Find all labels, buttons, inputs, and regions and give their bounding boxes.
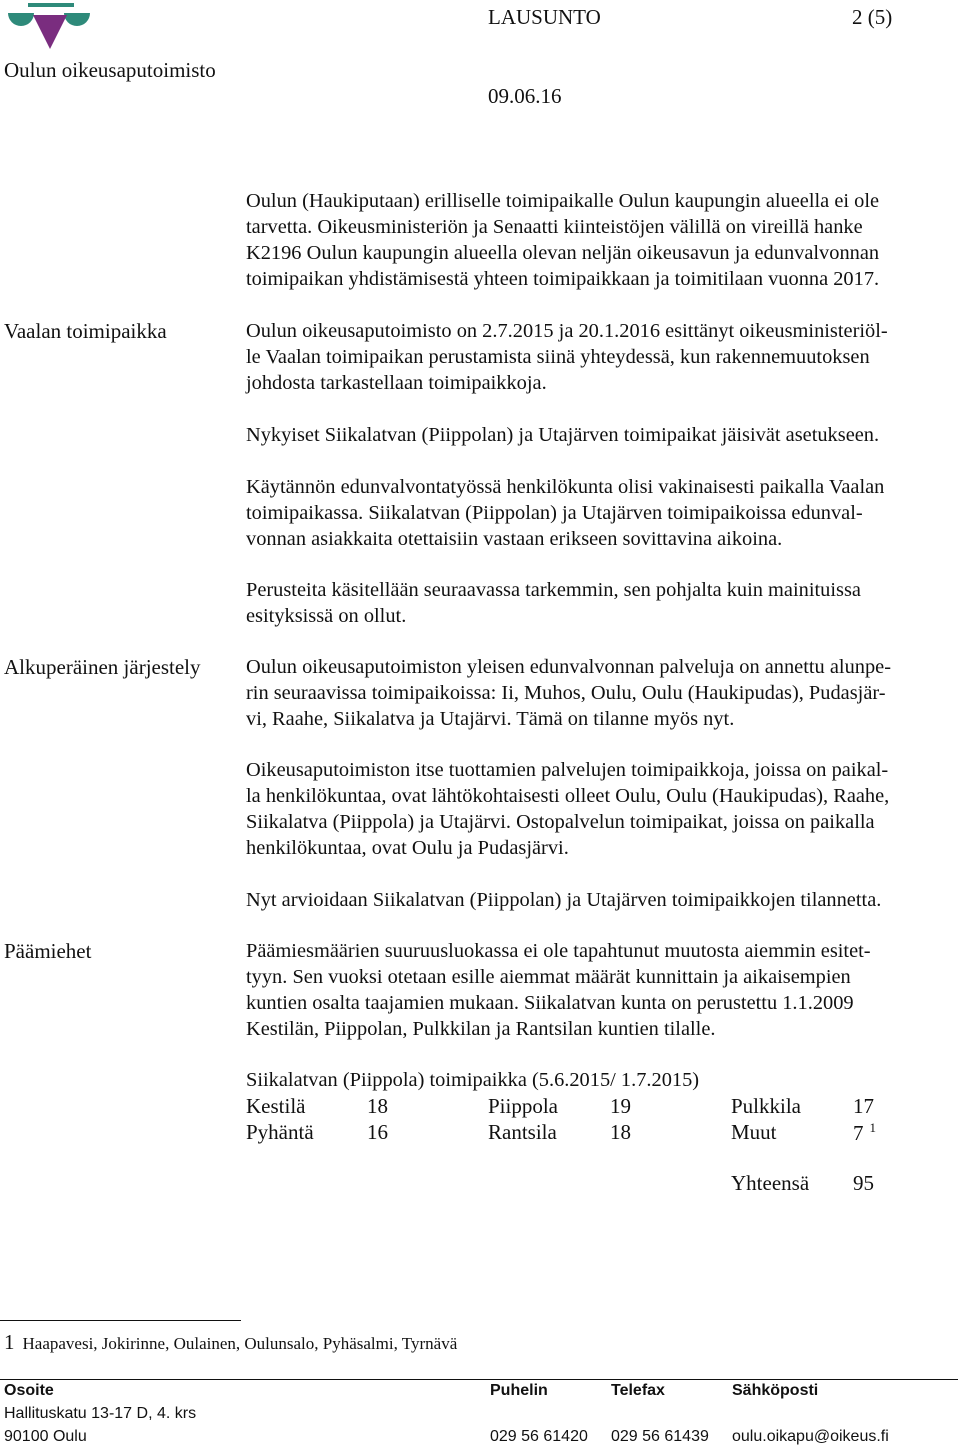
text-line: toimipaikan yhdistämisestä yhteen toimipaikkaan ja toimitilaan vuonna 2017.	[246, 268, 880, 290]
text-line: toimipaikassa. Siikalatvan (Piippolan) ja Utajärven toimipaikoissa edunval-	[246, 502, 863, 524]
text-line: tarvetta. Oikeusministeriön ja Senaatti kiinteistöjen välillä on vireillä hanke	[246, 216, 863, 238]
table-cell-name: Piippola	[488, 1094, 559, 1118]
table-cell-name: Pulkkila	[731, 1094, 802, 1118]
footer-address-line2: 90100 Oulu	[4, 1428, 87, 1445]
document-type: LAUSUNTO	[488, 5, 601, 29]
vaala-paragraph-1	[246, 318, 958, 396]
text-line: Nykyiset Siikalatvan (Piippolan) ja Utajärven toimipaikat jäisivät asetukseen.	[246, 424, 880, 446]
table-cell-value: 19	[610, 1094, 631, 1118]
intro-paragraph	[246, 188, 958, 292]
text-line: la henkilökuntaa, ovat lähtökohtaisesti olleet Oulu, Oulu (Haukipudas), Raahe,	[246, 785, 890, 807]
vaala-paragraph-4	[246, 577, 958, 629]
original-paragraph-2	[246, 757, 958, 861]
text-line: vonnan asiakkaita otettaisiin vastaan erikseen sovittavina aikoina.	[246, 528, 783, 550]
text-line: rin seuraavissa toimipaikoissa: Ii, Muhos, Oulu, Oulu (Haukipudas), Pudasjär-	[246, 682, 886, 704]
footer-email-label: Sähköposti	[732, 1382, 819, 1399]
table-title	[246, 1067, 958, 1093]
text-line: K2196 Oulun kaupungin alueella olevan neljän oikeusavun ja edunvalvonnan	[246, 242, 880, 264]
footer-email[interactable]: oulu.oikapu@oikeus.fi	[732, 1428, 889, 1445]
page-number: 2 (5)	[852, 5, 893, 29]
section-label-clients: Päämiehet	[4, 939, 92, 963]
text-line: kuntien osalta taajamien mukaan. Siikalatvan kunta on perustettu 1.1.2009	[246, 992, 854, 1014]
text-line: vi, Raahe, Siikalatva ja Utajärvi. Tämä on tilanne myös nyt.	[246, 708, 735, 730]
text-line: Oulun oikeusaputoimiston yleisen edunvalvonnan palveluja on annettu alunpe-	[246, 656, 891, 678]
text-line: johdosta tarkastellaan toimipaikkoja.	[246, 372, 547, 394]
footnote	[4, 1330, 457, 1355]
table-cell-name: Rantsila	[488, 1120, 557, 1144]
section-label-vaala: Vaalan toimipaikka	[4, 319, 167, 343]
footer-fax-label: Telefax	[611, 1382, 665, 1399]
footer-phone: 029 56 61420	[490, 1428, 588, 1445]
original-paragraph-1	[246, 654, 958, 732]
text-line: le Vaalan toimipaikan perustamista siinä yhteydessä, kun rakennemuutoksen	[246, 346, 870, 368]
total-value: 95	[853, 1171, 874, 1195]
text-line: Nyt arvioidaan Siikalatvan (Piippolan) ja Utajärven toimipaikkojen tilannetta.	[246, 889, 882, 911]
footnote-divider	[0, 1320, 241, 1321]
total-label: Yhteensä	[731, 1171, 810, 1195]
text-line: tyyn. Sen vuoksi otetaan esille aiemmat määrät kunnittain ja aikaisempien	[246, 966, 851, 988]
text-line: Siikalatvan (Piippola) toimipaikka (5.6.2015/ 1.7.2015)	[246, 1069, 700, 1091]
table-cell-value: 18	[367, 1094, 388, 1118]
table-cell-value: 18	[610, 1120, 631, 1144]
table-cell-value	[853, 1120, 876, 1146]
footer-fax: 029 56 61439	[611, 1428, 709, 1445]
table-cell-value: 17	[853, 1094, 874, 1118]
footnote-text: Haapavesi, Jokirinne, Oulainen, Oulunsalo, Pyhäsalmi, Tyrnävä	[22, 1334, 458, 1353]
footer-address-line1: Hallituskatu 13-17 D, 4. krs	[4, 1405, 197, 1422]
footer-address-label: Osoite	[4, 1382, 54, 1399]
text-line: henkilökuntaa, ovat Oulu ja Pudasjärvi.	[246, 837, 569, 859]
text-line: Oulun oikeusaputoimisto on 2.7.2015 ja 20.1.2016 esittänyt oikeusministeriöl-	[246, 320, 888, 342]
table-cell-name: Muut	[731, 1120, 777, 1144]
table-cell-name: Pyhäntä	[246, 1120, 314, 1144]
organization-name: Oulun oikeusaputoimisto	[4, 58, 216, 82]
vaala-paragraph-2	[246, 422, 958, 448]
footnote-reference: 1	[869, 1120, 876, 1135]
table-cell-name: Kestilä	[246, 1094, 306, 1118]
text-line: Oikeusaputoimiston itse tuottamien palvelujen toimipaikkoja, joissa on paikal-	[246, 759, 889, 781]
text-line: Siikalatva (Piippola) ja Utajärvi. Ostopalvelun toimipaikat, joissa on paikalla	[246, 811, 875, 833]
text-line: Käytännön edunvalvontatyössä henkilökunta olisi vakinaisesti paikalla Vaalan	[246, 476, 885, 498]
section-label-original: Alkuperäinen järjestely	[4, 655, 201, 679]
original-paragraph-3	[246, 887, 958, 913]
table-cell-value: 16	[367, 1120, 388, 1144]
footer-phone-label: Puhelin	[490, 1382, 548, 1399]
footnote-number: 1	[4, 1330, 15, 1354]
text-line: Kestilän, Piippolan, Pulkkilan ja Rantsilan kuntien tilalle.	[246, 1018, 716, 1040]
scales-logo-icon	[6, 2, 94, 52]
vaala-paragraph-3	[246, 474, 958, 552]
text-line: Perusteita käsitellään seuraavassa tarkemmin, sen pohjalta kuin mainituissa	[246, 579, 861, 601]
muut-value: 7	[853, 1121, 864, 1145]
text-line: esityksissä on ollut.	[246, 605, 407, 627]
text-line: Oulun (Haukiputaan) erilliselle toimipaikalle Oulun kaupungin alueella ei ole	[246, 190, 880, 212]
clients-paragraph-1	[246, 938, 958, 1042]
document-date: 09.06.16	[488, 84, 562, 108]
footer-divider	[0, 1379, 958, 1380]
text-line: Päämiesmäärien suuruusluokassa ei ole tapahtunut muutosta aiemmin esitet-	[246, 940, 871, 962]
